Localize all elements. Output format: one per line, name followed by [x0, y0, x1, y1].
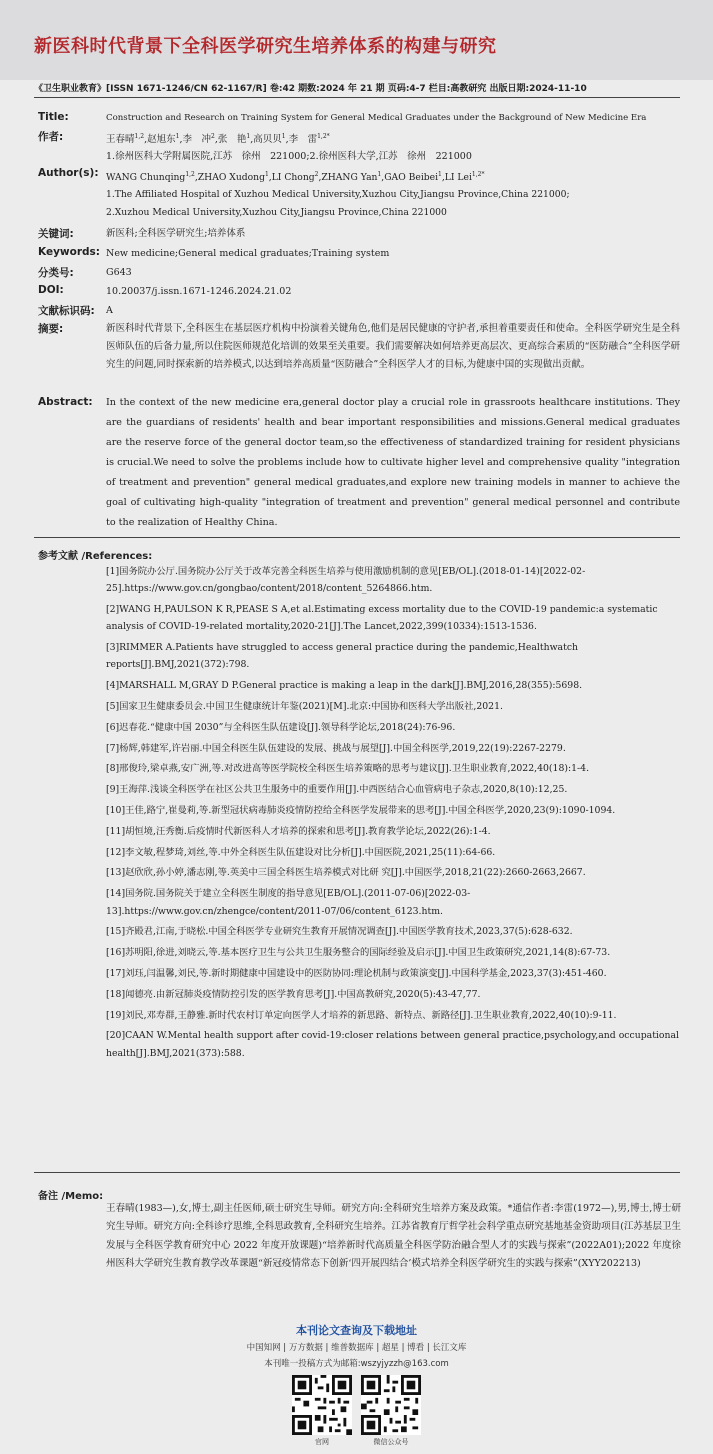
reference-item: [5]国家卫生健康委员会.中国卫生健康统计年鉴(2021)[M].北京:中国协和医科大学出版社,2021.: [106, 701, 503, 713]
field-doi: [34, 283, 680, 301]
classification-value: G643: [106, 267, 132, 278]
references-list: [106, 563, 681, 1065]
field-affiliation-cn: [34, 148, 680, 166]
field-abstract-cn: [34, 320, 680, 392]
author-name: 张 艳: [217, 134, 247, 146]
reference-item: [13]赵欣欣,孙小婷,潘志刚,等.英美中三国全科医生培养模式对比研 究[J].中国医学,2018,21(22):2660-2663,2667.: [106, 867, 586, 879]
references-divider: [34, 1172, 680, 1173]
reference-item: [17]刘珏,闫温馨,刘民,等.新时期健康中国建设中的医防协同:理论机制与政策演变[J].中国科学基金,2023,37(3):451-460.: [106, 967, 607, 979]
author-sup: 1: [281, 133, 286, 140]
affiliation-en-line-1: 1.The Affiliated Hospital of Xuzhou Medical University,Xuzhou City,Jiangsu Province,China 221000;: [106, 189, 570, 200]
reference-item: [9]王海萍.浅谈全科医学在社区公共卫生服务中的重要作用[J].中西医结合心血管病电子杂志,2020,8(10):12,25.: [106, 784, 568, 796]
doi-value: 10.20037/j.issn.1671-1246.2024.21.02: [106, 286, 292, 297]
author-name: 王春晴: [106, 134, 135, 146]
keywords-en-value: New medicine;General medical graduates;Training system: [106, 248, 390, 259]
title-banner: [0, 0, 713, 80]
authors-cn-value: 王春晴$^{1,2}$,赵旭东$^1$,李 冲$^2$,张 艳$^1$,高贝贝$^1$,李 雷$^{1,2*}$: [106, 133, 330, 146]
field-title-en: [34, 110, 680, 128]
author-en-name: GAO Beibei: [384, 172, 439, 184]
author-en-name: ZHANG Yan: [321, 172, 378, 184]
keywords-en-label: Keywords:: [38, 246, 100, 258]
abstract-cn-label: 摘要:: [38, 323, 64, 335]
author-en-sup: 1: [264, 171, 269, 178]
field-keywords-en: [34, 245, 680, 263]
classification-label: 分类号:: [38, 267, 74, 279]
reference-item: [8]邢俊玲,梁卓燕,安广洲,等.对改进高等医学院校全科医生培养策略的思考与建议[J].卫生职业教育,2022,40(18):1-4.: [106, 763, 590, 775]
author-en-name: LI Lei: [444, 172, 472, 184]
database-links: 中国知网 | 万方数据 | 维普数据库 | 超星 | 博看 | 长江文库: [246, 1343, 467, 1353]
reference-item: [2]WANG H,PAULSON K R,PEASE S A,et al.Estimating excess mortality due to the COVID-19 pandemic:a systematic analysis of COVID-19-related mortality,2020-21[J].The Lancet,2022,399(10334):1513-1536.: [106, 604, 658, 633]
author-sup: 1,2*: [317, 133, 330, 140]
reference-item: [7]杨辉,韩建军,许岩丽.中国全科医生队伍建设的发展、挑战与展望[J].中国全科医学,2019,22(19):2267-2279.: [106, 742, 566, 754]
author-en-sup: 1,2*: [471, 171, 485, 178]
field-document-code: [34, 302, 680, 320]
author-en-sup: 1: [438, 171, 442, 178]
author-sup: 1: [175, 133, 180, 140]
reference-item: [19]刘民,邓寿群,王静雅.新时代农村订单定向医学人才培养的新思路、新特点、新路径[J].卫生职业教育,2022,40(10):9-11.: [106, 1009, 617, 1021]
reference-item: [16]苏明阳,徐进,刘晓云,等.基本医疗卫生与公共卫生服务整合的国际经验及启示[J].中国卫生政策研究,2021,14(8):67-73.: [106, 947, 611, 959]
author-en-name: ZHAO Xudong: [197, 172, 265, 184]
affiliation-en-line-2: 2.Xuzhou Medical University,Xuzhou City,Jiangsu Province,China 221000: [106, 207, 447, 218]
reference-item: [11]胡恒境,汪秀衡.后疫情时代新医科人才培养的探索和思考[J].教育教学论坛,2022(26):1-4.: [106, 825, 491, 837]
field-keywords-cn: [34, 225, 680, 243]
doi-label: DOI:: [38, 284, 64, 296]
author-name: 李 冲: [182, 134, 211, 146]
qr-code-wechat-icon: [361, 1375, 421, 1435]
author-en-sup: 1: [377, 171, 382, 178]
author-name: 李 雷: [288, 134, 318, 146]
article-title: 新医科时代背景下全科医学研究生培养体系的构建与研究: [34, 36, 497, 57]
field-authors-cn: [34, 128, 680, 146]
header-divider: [34, 97, 680, 98]
field-authors-en: [34, 166, 680, 184]
memo-heading: 备注 /Memo:: [38, 1191, 104, 1202]
field-affiliation-en: [34, 186, 680, 222]
qr-caption-website: 官网: [315, 1438, 329, 1446]
title-label: Title:: [38, 111, 69, 123]
qr-code-website-icon: [292, 1375, 352, 1435]
qr-code-wechat: [361, 1375, 421, 1435]
abstract-en-value: In the context of the new medicine era,general doctor play a crucial role in grassroots healthcare institutions. They are the guardians of residents' health and bear important responsibilities and missions.General medical graduates are the reserve force of the general doctor team,so the effectiveness of standardized training for resident physicians is crucial.We need to solve the problems include how to cultivate higher level and comprehensive quality "integration of treatment and prevention" general medical graduates,and explore new training models in manner to achieve the goal of cultivating high-quality "integration of treatment and prevention" general medical personnel and contribute to the realization of Healthy China.: [106, 397, 680, 528]
reference-item: [10]王佳,路宁,崔曼莉,等.新型冠状病毒肺炎疫情防控给全科医学发展带来的思考[J].中国全科医学,2020,23(9):1090-1094.: [106, 805, 616, 817]
affiliation-cn-value: 1.徐州医科大学附属医院,江苏 徐州 221000;2.徐州医科大学,江苏 徐州 221000: [106, 151, 472, 162]
author-name: 高贝贝: [253, 134, 282, 146]
reference-item: [12]李文敏,程梦琦,刘丝,等.中外全科医生队伍建设对比分析[J].中国医院,2021,25(11):64-66.: [106, 846, 496, 858]
reference-item: [3]RIMMER A.Patients have struggled to access general practice during the pandemic,Healthwatch reports[J].BMJ,2021(372):798.: [106, 642, 579, 671]
abstract-divider: [34, 537, 680, 538]
reference-item: [14]国务院.国务院关于建立全科医生制度的指导意见[EB/OL].(2011-07-06)[2022-03-13].https://www.gov.cn/zhengce/content/2011-07/06/content_6123.htm.: [106, 888, 471, 917]
reference-item: [4]MARSHALL M,GRAY D P.General practice is making a leap in the dark[J].BMJ,2016,28(355):5698.: [106, 680, 583, 692]
authors-en-value: WANG Chunqing$^{1,2}$,ZHAO Xudong$^1$,LI Chong$^2$,ZHANG Yan$^1$,GAO Beibei$^1$,LI Lei$^{1,2*}$: [106, 171, 485, 184]
field-abstract-en: [34, 393, 680, 533]
author-sup: 1,2: [134, 133, 145, 140]
author-en-name: WANG Chunqing: [106, 172, 186, 184]
author-en-sup: 1,2: [185, 171, 195, 178]
author-sup: 1: [246, 133, 251, 140]
keywords-cn-label: 关键词:: [38, 228, 74, 240]
document-code-value: A: [106, 305, 113, 316]
title-en-value: Construction and Research on Training System for General Medical Graduates under the Background of New Medicine Era: [106, 113, 647, 123]
author-en-sup: 2: [314, 171, 319, 178]
qr-code-website: [292, 1375, 352, 1435]
journal-meta-line: 《卫生职业教育》[ISSN 1671-1246/CN 62-1167/R] 卷:42 期数:2024 年 21 期 页码:4-7 栏目:高教研究 出版日期:2024-11-10: [34, 84, 587, 94]
submission-email-line: 本刊唯一投稿方式为邮箱:wszyjyzzh@163.com: [264, 1359, 449, 1369]
authors-label: 作者:: [38, 131, 64, 143]
reference-item: [15]齐殿君,江南,于晓松.中国全科医学专业研究生教育开展情况调查[J].中国医学教育技术,2023,37(5):628-632.: [106, 926, 573, 938]
reference-item: [18]闻德亮.由新冠肺炎疫情防控引发的医学教育思考[J].中国高教研究,2020(5):43-47,77.: [106, 988, 481, 1000]
abstract-en-label: Abstract:: [38, 396, 93, 408]
author-name: 赵旭东: [147, 134, 176, 146]
reference-item: [1]国务院办公厅.国务院办公厅关于改革完善全科医生培养与使用激励机制的意见[EB/OL].(2018-01-14)[2022-02-25].https://www.gov.cn/gongbao/content/2018/content_5264866.htm.: [106, 566, 586, 595]
author-en-name: LI Chong: [271, 172, 315, 184]
references-heading: 参考文献 /References:: [38, 551, 153, 562]
download-address-title: 本刊论文查询及下载地址: [296, 1324, 417, 1337]
author-sup: 2: [210, 133, 215, 140]
reference-item: [20]CAAN W.Mental health support after covid-19:closer relations between general practice,psychology,and occupational health[J].BMJ,2021(373):588.: [106, 1030, 680, 1059]
abstract-cn-value: 新医科时代背景下,全科医生在基层医疗机构中扮演着关键角色,他们是居民健康的守护者,承担着重要责任和使命。全科医学研究生是全科医师队伍的后备力量,所以住院医师规范化培训的效果至关重要。我们需要解决如何培养更高层次、更高综合素质的“医防融合”全科医学研究生的问题,同时探索新的培养模式,以达到培养高质量“医防融合”全科医学人才的目标,为健康中国的实现做出贡献。: [106, 323, 680, 370]
field-classification: [34, 264, 680, 282]
memo-text: 王春晴(1983—),女,博士,副主任医师,硕士研究生导师。研究方向:全科研究生培养方案及政策。*通信作者:李雷(1972—),男,博士,博士研究生导师。研究方向:全科诊疗思维,全科思政教育,全科研究生培养。江苏省教育厅哲学社会科学重点研究基地基金资助项目(江苏基层卫生发展与全科医学教育研究中心 2022 年度开放课题)“培养新时代高质量全科医学防治融合型人才的实践与探索”(2022A01);2022 年度徐州医科大学研究生教育教学改革课题“新冠疫情常态下创新‘四开展四结合’模式培养全科医学研究生的实践与探索”(XYY202213): [106, 1203, 681, 1270]
reference-item: [6]迟春花.“健康中国 2030”与全科医生队伍建设[J].领导科学论坛,2018(24):76-96.: [106, 721, 456, 733]
qr-caption-wechat: 微信公众号: [373, 1438, 409, 1446]
keywords-cn-value: 新医科;全科医学研究生;培养体系: [106, 228, 246, 239]
authors-en-label: Author(s):: [38, 167, 99, 179]
document-code-label: 文献标识码:: [38, 305, 95, 317]
